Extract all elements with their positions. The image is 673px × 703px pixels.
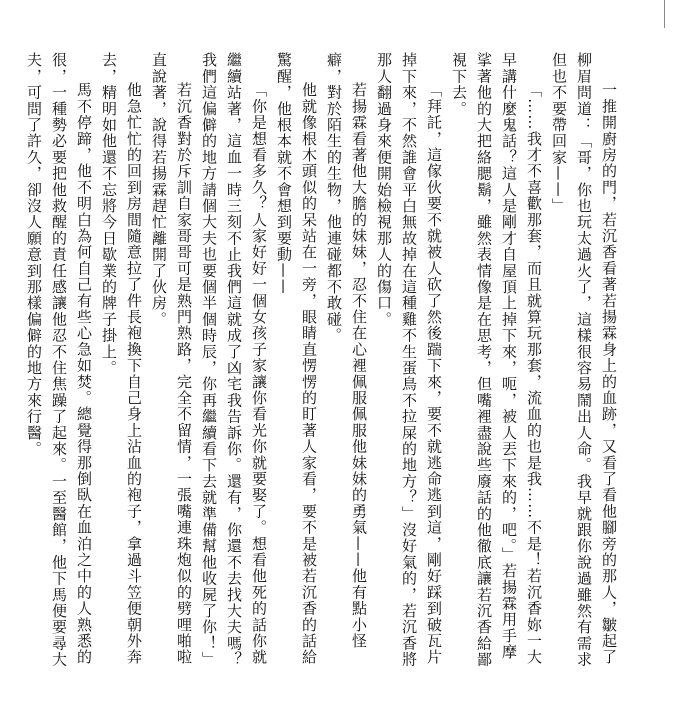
- paragraph-6: 「你是想看多久？人家好好一個女孩子家讓你看光你就要娶了。想看他死的話你就繼續站著，這血一時三刻不止我們這就成了凶宅我告訴你。還有，你還不去找大夫嗎？我們這偏僻的地方請個大夫也要個半個時辰，你再繼續看下去就準備幫他收屍了你！」: [200, 52, 268, 668]
- vertical-text-body: [21, 52, 621, 672]
- paragraph-7: 若沉香對於斥訓自家哥哥可是熟門熟路，完全不留情，一張嘴連珠炮似的劈哩啪啦直說著，說得若揚霖趕忙離開了伙房。: [150, 52, 193, 666]
- page-edge-line: [664, 0, 665, 28]
- paragraph-8: 他急忙忙的回到房間隨意拉了件長袍換下自己身上沾血的袍子，拿過斗笠便朝外奔去，精明如他還不忘將今日歇業的牌子掛上。: [100, 52, 143, 666]
- paragraph-9: 馬不停蹄，他不明白為何自己有些心急如焚。總覺得那倒臥在血泊之中的人熟悉的很，一種勢必要把他救醒的責任感讓他忍不住焦躁了起來。一至醫館，他下馬便要尋大夫，可問了許久，卻沒人願意到那樣偏僻的地方來行醫。: [25, 52, 93, 668]
- paragraph-3: 「拜託，這傢伙要不就被人砍了然後踹下來，要不就逃命逃到這，剛好踩到破瓦片掉下來，不然誰會平白無故掉在這種雞不生蛋鳥不拉屎的地方？」沒好氣的，若沉香將那人翻過身來便開始檢視那人的傷口。: [375, 52, 443, 668]
- paragraph-1: 一推開廚房的門，若沉香看著若揚霖身上的血跡，又看了看他腳旁的那人，皺起了柳眉問道：「哥，你也玩太過火了，這樣很容易鬧出人命。我早就跟你說過雖然有需求但也不要帶回家——」: [550, 52, 618, 668]
- paragraph-5: 他就像根木頭似的呆站在一旁，眼睛直愣愣的盯著人家看，要不是被若沉香的話給驚醒，他根本就不會想到要動——: [275, 52, 318, 666]
- paragraph-4: 若揚霖看著他大膽的妹妹，忍不住在心裡佩服佩服他妹妹的勇氣——他有點小怪癖，對於陌生的生物，他連碰都不敢碰。: [325, 52, 368, 649]
- paragraph-2: 「……我才不喜歡那套，而且就算玩那套，流血的也是我……不是！若沉香妳一大早講什麼鬼話？這人是剛才自屋頂上掉下來，呃，被人丟下來的，吧。」若揚霖用手摩挲著他的大把絡腮鬍，雖然表情像是在思考，但嘴裡盡說些廢話的他徹底讓若沉香給鄙視下去。: [450, 52, 543, 668]
